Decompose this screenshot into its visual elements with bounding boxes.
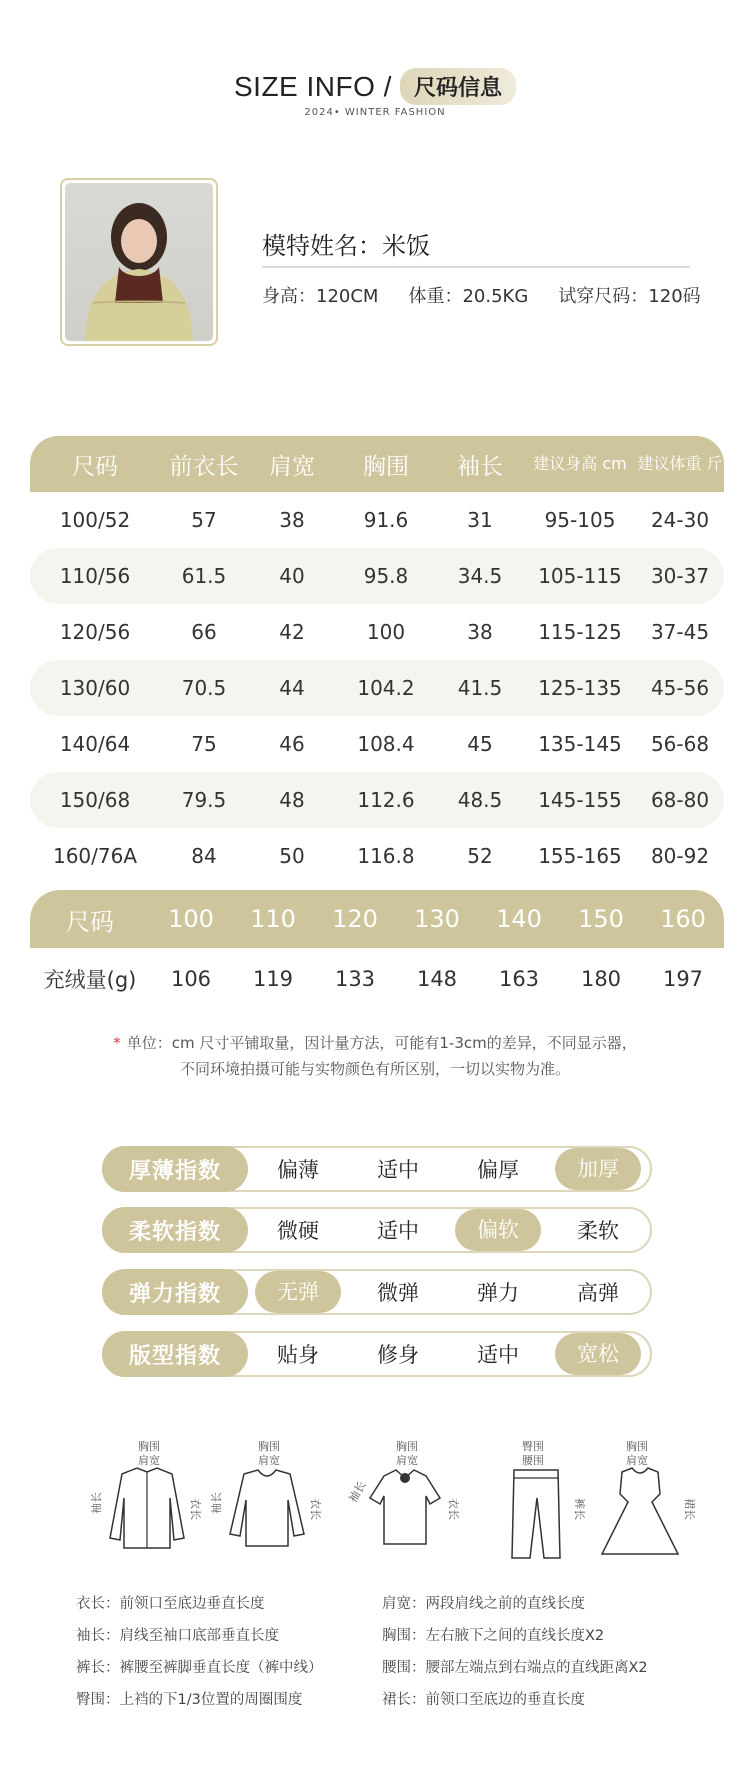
table-row [30, 660, 724, 716]
index-option: 偏软 [455, 1209, 541, 1251]
index-option: 偏薄 [277, 1158, 319, 1182]
fill-size-cell: 100 [168, 905, 214, 933]
fill-value-cell: 197 [662, 967, 704, 991]
table-cell: 31 [467, 508, 493, 532]
header-cell: 建议体重 斤 [637, 454, 723, 473]
table-cell: 50 [279, 844, 305, 868]
index-label: 弹力指数 [102, 1269, 248, 1315]
index-bar [102, 1269, 652, 1315]
index-option: 修身 [377, 1343, 419, 1367]
table-cell: 104.2 [357, 676, 415, 700]
table-cell: 40 [279, 564, 305, 588]
size-table [30, 436, 724, 884]
jacket-top2-label: 肩宽 [138, 1454, 160, 1467]
index-label: 柔软指数 [102, 1207, 248, 1253]
measurement-note [0, 1030, 750, 1082]
shirt-left-label: 袖长 [346, 1479, 369, 1505]
subtitle: 2024• WINTER FASHION [304, 107, 446, 118]
table-cell: 135-145 [538, 732, 622, 756]
pants-right-label: 裤长 [573, 1498, 586, 1520]
table-cell: 68-80 [650, 788, 710, 812]
index-option: 适中 [377, 1219, 419, 1243]
table-cell: 44 [279, 676, 305, 700]
definition-item: 胸围：左右腋下之间的直线长度X2 [382, 1628, 605, 1644]
table-cell: 130/60 [59, 676, 131, 700]
fill-value-cell: 180 [580, 967, 622, 991]
fill-size-cell: 150 [578, 905, 624, 933]
table-cell: 42 [279, 620, 305, 644]
fill-size-cell: 110 [250, 905, 296, 933]
table-cell: 70.5 [181, 676, 227, 700]
definitions-left [76, 1588, 323, 1716]
index-bar [102, 1207, 652, 1253]
table-row [30, 828, 724, 884]
model-image [65, 183, 213, 341]
index-option: 微弹 [377, 1281, 419, 1305]
header-cell: 袖长 [457, 453, 503, 480]
table-cell: 116.8 [357, 844, 415, 868]
table-cell: 95-105 [544, 508, 616, 532]
jacket-top1-label: 胸围 [138, 1440, 160, 1453]
table-cell: 66 [191, 620, 217, 644]
index-option: 贴身 [277, 1343, 319, 1367]
table-cell: 160/76A [52, 844, 138, 868]
table-cell: 100/52 [59, 508, 131, 532]
fill-table-header [30, 890, 724, 948]
index-label: 厚薄指数 [102, 1146, 248, 1192]
index-option: 柔软 [577, 1219, 619, 1243]
table-cell: 75 [191, 732, 217, 756]
table-row [30, 772, 724, 828]
table-cell: 150/68 [59, 788, 131, 812]
table-row [30, 716, 724, 772]
jacket-diagram [92, 1438, 202, 1568]
sweater-right-label: 衣长 [309, 1498, 322, 1520]
table-cell: 34.5 [457, 564, 503, 588]
pants-top1-label: 臀围 [522, 1440, 544, 1453]
table-cell: 140/64 [59, 732, 131, 756]
table-cell: 155-165 [538, 844, 622, 868]
model-weight: 体重：20.5KG [408, 286, 529, 307]
shirt-diagram [346, 1438, 460, 1568]
fill-value-cell: 163 [498, 967, 540, 991]
dress-top1-label: 胸围 [626, 1440, 648, 1453]
table-row [30, 548, 724, 604]
table-cell: 46 [279, 732, 305, 756]
definition-item: 袖长：肩线至袖口底部垂直长度 [76, 1628, 279, 1644]
index-option: 偏厚 [477, 1158, 519, 1182]
dress-right-label: 裙长 [683, 1498, 696, 1520]
table-cell: 84 [191, 844, 217, 868]
table-cell: 105-115 [538, 564, 622, 588]
sweater-top1-label: 胸围 [258, 1440, 280, 1453]
index-label: 版型指数 [102, 1331, 248, 1377]
sweater-left-label: 袖长 [210, 1492, 223, 1514]
table-cell: 61.5 [181, 564, 227, 588]
table-cell: 145-155 [538, 788, 622, 812]
fill-size-cell: 160 [660, 905, 706, 933]
table-cell: 48 [279, 788, 305, 812]
model-stats [262, 282, 701, 308]
page-title [0, 68, 750, 105]
fill-value-cell: 148 [416, 967, 458, 991]
definition-item: 衣长：前领口至底边垂直长度 [76, 1596, 265, 1612]
table-cell: 95.8 [363, 564, 409, 588]
table-cell: 79.5 [181, 788, 227, 812]
model-name: 模特姓名：米饭 [262, 232, 430, 260]
model-illustration [65, 183, 213, 341]
divider [262, 266, 690, 268]
dress-diagram [592, 1438, 702, 1568]
index-bar [102, 1146, 652, 1192]
model-photo [60, 178, 218, 346]
model-height: 身高：120CM [262, 286, 379, 307]
fill-size-cell: 120 [332, 905, 378, 933]
header-cell: 胸围 [363, 453, 409, 480]
table-cell: 45 [467, 732, 493, 756]
header-cell: 前衣长 [169, 453, 239, 480]
table-cell: 80-92 [650, 844, 710, 868]
table-cell: 52 [467, 844, 493, 868]
fill-size-cell: 140 [496, 905, 542, 933]
size-table-body [30, 492, 724, 884]
index-option: 高弹 [577, 1281, 619, 1305]
table-cell: 112.6 [357, 788, 415, 812]
fill-table [30, 890, 724, 1010]
shirt-top1-label: 胸围 [396, 1440, 418, 1453]
jacket-left-label: 袖长 [90, 1492, 103, 1514]
pants-diagram [482, 1438, 592, 1568]
title-en: SIZE INFO / [234, 70, 392, 102]
header-cell: 建议身高 cm [533, 454, 627, 473]
fill-header-label: 尺码 [66, 907, 114, 936]
shirt-right-label: 衣长 [447, 1498, 460, 1520]
title-cn-pill: 尺码信息 [400, 68, 516, 105]
table-cell: 115-125 [538, 620, 622, 644]
size-table-header [30, 436, 724, 492]
fill-size-cell: 130 [414, 905, 460, 933]
definition-item: 臀围：上裆的下1/3位置的周圈围度 [76, 1692, 303, 1708]
table-cell: 48.5 [457, 788, 503, 812]
table-cell: 120/56 [59, 620, 131, 644]
index-option: 无弹 [255, 1271, 341, 1313]
index-option: 加厚 [555, 1148, 641, 1190]
note-star: * [113, 1034, 121, 1052]
table-cell: 125-135 [538, 676, 622, 700]
jacket-right-label: 衣长 [189, 1498, 202, 1520]
table-cell: 30-37 [650, 564, 710, 588]
table-row [30, 604, 724, 660]
table-cell: 56-68 [650, 732, 710, 756]
index-option: 适中 [377, 1158, 419, 1182]
table-row [30, 492, 724, 548]
table-cell: 37-45 [650, 620, 710, 644]
index-option: 弹力 [477, 1281, 519, 1305]
index-option: 微硬 [277, 1219, 319, 1243]
definitions-right [382, 1588, 648, 1716]
table-cell: 24-30 [650, 508, 710, 532]
fill-value-cell: 106 [170, 967, 212, 991]
table-cell: 91.6 [363, 508, 409, 532]
fill-value-cell: 133 [334, 967, 376, 991]
note-line1: 单位：cm 尺寸平铺取量，因计量方法，可能有1-3cm的差异，不同显示器， [126, 1034, 637, 1052]
index-option: 适中 [477, 1343, 519, 1367]
model-size: 试穿尺码：120码 [558, 286, 701, 307]
index-option: 宽松 [555, 1333, 641, 1375]
table-cell: 41.5 [457, 676, 503, 700]
table-cell: 45-56 [650, 676, 710, 700]
fill-table-row [30, 948, 724, 1010]
pants-top2-label: 腰围 [522, 1454, 544, 1467]
definition-item: 肩宽：两段肩线之前的直线长度 [382, 1596, 585, 1612]
fill-row-label: 充绒量(g) [43, 968, 137, 992]
table-cell: 110/56 [59, 564, 131, 588]
dress-top2-label: 肩宽 [626, 1454, 648, 1467]
table-cell: 100 [366, 620, 406, 644]
note-line2: 不同环境拍摄可能与实物颜色有所区别，一切以实物为准。 [179, 1060, 570, 1078]
shirt-top2-label: 肩宽 [396, 1454, 418, 1467]
sweater-top2-label: 肩宽 [258, 1454, 280, 1467]
header-cell: 肩宽 [269, 453, 315, 480]
definition-item: 裤长：裤腰至裤脚垂直长度（裤中线） [76, 1660, 323, 1676]
table-cell: 57 [191, 508, 217, 532]
definition-item: 裙长：前领口至底边的垂直长度 [382, 1692, 585, 1708]
sweater-diagram [212, 1438, 322, 1568]
header-cell: 尺码 [72, 453, 118, 480]
table-cell: 38 [279, 508, 305, 532]
table-cell: 108.4 [357, 732, 415, 756]
fill-value-cell: 119 [252, 967, 294, 991]
definition-item: 腰围：腰部左端点到右端点的直线距离X2 [382, 1660, 648, 1676]
table-cell: 38 [467, 620, 493, 644]
index-bar [102, 1331, 652, 1377]
